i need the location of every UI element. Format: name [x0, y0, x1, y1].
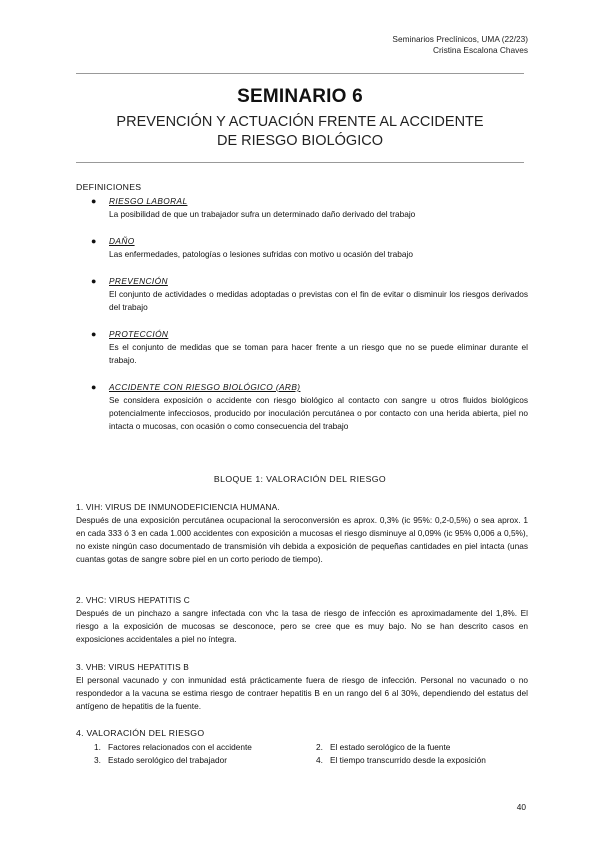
bullet-icon: ● — [91, 196, 97, 206]
definition-desc: Las enfermedades, patologías o lesiones sufridas con motivo u ocasión del trabajo — [109, 249, 413, 259]
item-number: 1. — [94, 742, 101, 752]
definition-item — [76, 235, 528, 261]
section-vih — [76, 501, 528, 566]
definition-item — [76, 195, 528, 221]
page-number: 40 — [516, 802, 526, 812]
definition-item — [76, 328, 528, 367]
page-header — [392, 34, 528, 56]
list-item — [76, 754, 296, 767]
section-vhb — [76, 661, 528, 713]
bottom-divider — [76, 162, 524, 163]
definitions-list — [76, 195, 528, 433]
definition-desc: La posibilidad de que un trabajador sufra un determinado daño derivado del trabajo — [109, 209, 416, 219]
subtitle-line-1: PREVENCIÓN Y ACTUACIÓN FRENTE AL ACCIDENTE — [116, 114, 484, 130]
valoracion-heading: 4. VALORACIÓN DEL RIESGO — [76, 728, 205, 738]
definition-item — [76, 381, 528, 433]
item-text: El estado serológico de la fuente — [330, 742, 451, 752]
list-item — [296, 754, 516, 767]
header-author: Cristina Escalona Chaves — [433, 45, 528, 55]
item-text: Estado serológico del trabajador — [108, 755, 227, 765]
definition-desc: Se considera exposición o accidente con riesgo biológico al contacto con sangre u otros fluidos biológicos potencialmente infecciosos, producido por inoculación percutánea o por contacto con una herida abierta, piel no intacta o mucosas, con ocasión o como consecuencia del trabajo — [109, 395, 528, 431]
definition-term: DAÑO — [109, 236, 135, 246]
definition-term: ACCIDENTE CON RIESGO BIOLÓGICO (ARB) — [109, 382, 301, 392]
section-vhc — [76, 594, 528, 646]
item-number: 2. — [316, 742, 323, 752]
section-heading: 3. VHB: VIRUS HEPATITIS B — [76, 662, 190, 672]
block-heading: BLOQUE 1: VALORACIÓN DEL RIESGO — [213, 474, 387, 484]
definition-term: PREVENCIÓN — [109, 276, 168, 286]
top-divider — [76, 73, 524, 74]
section-text: Después de una exposición percutánea ocupacional la seroconversión es aprox. 0,3% (ic 95%: 0,2-0,5%) o sea aprox. 1 en cada 333 ó 3 en cada 1.000 accidentes con exposición a mucosas el riesgo disminuye al 0,09% (ic 95% 0,006 a 0,5%), no existe ningún caso documentado de transmisión vih debida a exposición de pequeñas cantidades en piel intacta (unas cuantas gotas de sangre sobre piel en un corto periodo de tiempo). — [76, 515, 528, 564]
subtitle-line-2: DE RIESGO BIOLÓGICO — [217, 133, 383, 149]
item-number: 3. — [94, 755, 101, 765]
definition-term: PROTECCIÓN — [109, 329, 169, 339]
section-heading: 2. VHC: VIRUS HEPATITIS C — [76, 595, 190, 605]
page-title: SEMINARIO 6 — [237, 86, 363, 107]
page-subtitle — [100, 113, 500, 151]
definition-item — [76, 275, 528, 314]
bullet-icon: ● — [91, 329, 97, 339]
definition-desc: El conjunto de actividades o medidas adoptadas o previstas con el fin de evitar o disminuir los riesgos derivados del trabajo — [109, 289, 528, 312]
definition-desc: Es el conjunto de medidas que se toman para hacer frente a un riesgo que no se puede eliminar durante el trabajo. — [109, 342, 528, 365]
list-item — [296, 741, 516, 754]
list-item — [76, 741, 296, 754]
bullet-icon: ● — [91, 276, 97, 286]
section-heading: 1. VIH: VIRUS DE INMUNODEFICIENCIA HUMANA. — [76, 502, 280, 512]
valoracion-list — [76, 741, 528, 767]
definitions-heading: DEFINICIONES — [76, 182, 142, 192]
section-text: El personal vacunado y con inmunidad está prácticamente fuera de riesgo de infección. Personal no vacunado o no respondedor a la vacuna se estima riesgo de contraer hepatitis B en un rango del 6 al 30%, dependiendo del estatus del antígeno de hepatitis de la fuente. — [76, 675, 528, 711]
section-text: Después de un pinchazo a sangre infectada con vhc la tasa de riesgo de infección es aproximadamente del 1,8%. El riesgo a la exposición de mucosas se desconoce, pero se cree que es muy bajo. No se han descrito casos en exposiciones accidentales a piel no íntegra. — [76, 608, 528, 644]
header-course: Seminarios Preclínicos, UMA (22/23) — [392, 34, 528, 44]
bullet-icon: ● — [91, 382, 97, 392]
item-text: El tiempo transcurrido desde la exposición — [330, 755, 486, 765]
item-number: 4. — [316, 755, 323, 765]
definition-term: RIESGO LABORAL — [109, 196, 188, 206]
bullet-icon: ● — [91, 236, 97, 246]
item-text: Factores relacionados con el accidente — [108, 742, 252, 752]
